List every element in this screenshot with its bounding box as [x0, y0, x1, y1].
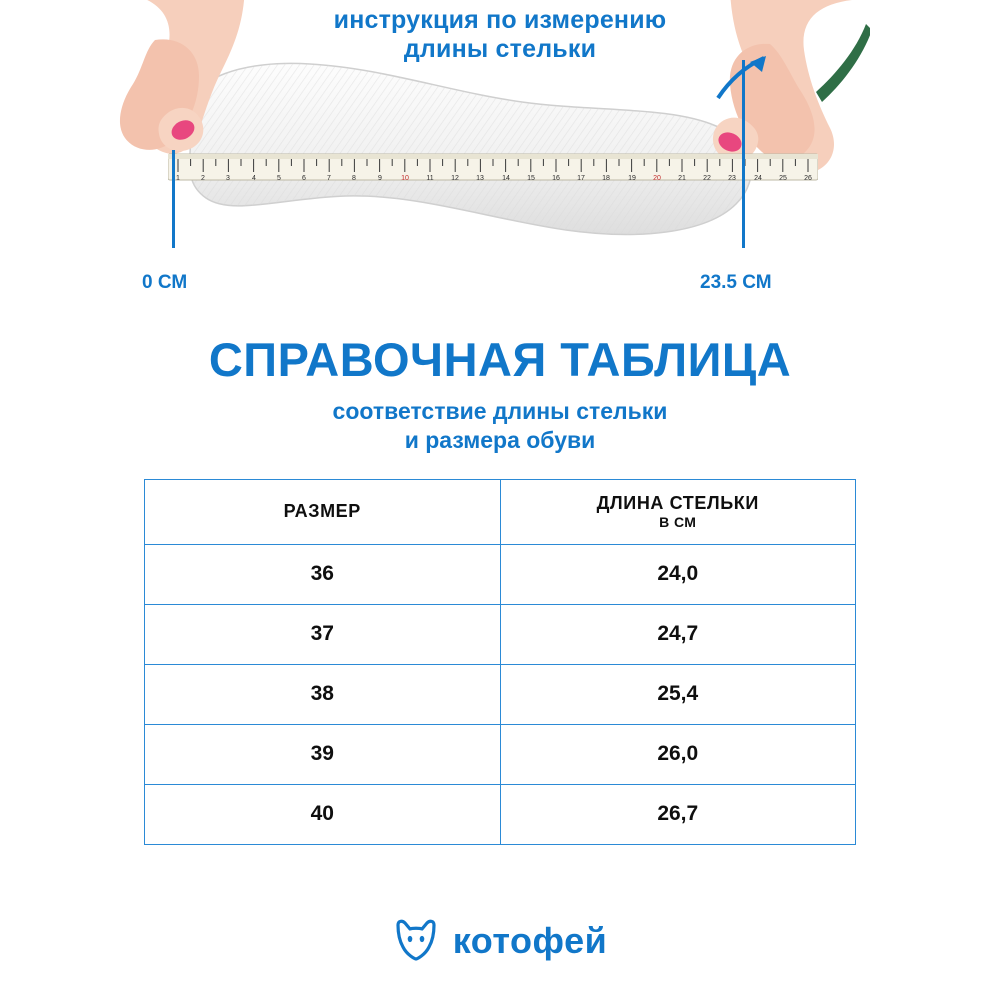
page-subtitle: [0, 397, 1000, 455]
cell-size: 36: [145, 544, 501, 604]
page-subtitle-line-1: соответствие длины стельки: [332, 398, 668, 424]
svg-text:17: 17: [577, 175, 585, 182]
svg-text:14: 14: [502, 175, 510, 182]
svg-text:25: 25: [779, 175, 787, 182]
svg-text:19: 19: [628, 175, 636, 182]
svg-text:20: 20: [653, 175, 661, 182]
cat-head-icon: [393, 918, 439, 964]
page-title: СПРАВОЧНАЯ ТАБЛИЦА: [208, 333, 792, 386]
table-row: [145, 604, 856, 664]
svg-text:12: 12: [451, 175, 459, 182]
instruction-title-line-1: инструкция по измерению: [333, 6, 667, 34]
svg-text:16: 16: [552, 175, 560, 182]
cell-length: 26,7: [500, 784, 856, 844]
svg-text:10: 10: [401, 175, 409, 182]
cell-size: 40: [145, 784, 501, 844]
column-header-length: [500, 479, 856, 544]
instruction-title: [0, 6, 1000, 64]
svg-text:13: 13: [476, 175, 484, 182]
brand-logo: [0, 918, 1000, 964]
table-header-row: [145, 479, 856, 544]
table-row: [145, 784, 856, 844]
table-row: [145, 664, 856, 724]
cell-size: 37: [145, 604, 501, 664]
page-subtitle-line-2: и размера обуви: [404, 426, 596, 453]
size-table-container: [144, 479, 856, 845]
measure-guide-start: [172, 150, 175, 248]
svg-text:23: 23: [728, 175, 736, 182]
measure-end-label: 23.5 СМ: [700, 272, 772, 293]
svg-text:3: 3: [226, 175, 230, 182]
svg-text:7: 7: [327, 175, 331, 182]
instruction-title-line-2: длины стельки: [403, 34, 597, 63]
svg-text:1: 1: [176, 175, 180, 182]
svg-text:9: 9: [378, 175, 382, 182]
svg-text:26: 26: [804, 175, 812, 182]
column-header-size: РАЗМЕР: [145, 479, 501, 544]
svg-text:8: 8: [352, 175, 356, 182]
column-header-length-text: ДЛИНА СТЕЛЬКИ: [596, 493, 759, 514]
svg-text:18: 18: [602, 175, 610, 182]
svg-text:11: 11: [426, 175, 434, 182]
svg-text:22: 22: [703, 175, 711, 182]
measuring-tape: [168, 150, 818, 184]
svg-text:24: 24: [754, 175, 762, 182]
svg-text:6: 6: [302, 175, 306, 182]
cell-length: 26,0: [500, 724, 856, 784]
cell-length: 24,0: [500, 544, 856, 604]
svg-text:15: 15: [527, 175, 535, 182]
cell-length: 24,7: [500, 604, 856, 664]
cell-size: 38: [145, 664, 501, 724]
measure-start-label: 0 СМ: [142, 272, 188, 293]
svg-text:4: 4: [252, 175, 256, 182]
instruction-illustration: [0, 0, 1000, 310]
column-header-length-unit: В СМ: [659, 513, 697, 530]
svg-text:5: 5: [277, 175, 281, 182]
brand-name: котофей: [452, 920, 608, 961]
cell-length: 25,4: [500, 664, 856, 724]
measure-arrow-icon: [716, 54, 768, 100]
cell-size: 39: [145, 724, 501, 784]
table-row: [145, 724, 856, 784]
size-chart-table: [144, 479, 856, 845]
svg-text:2: 2: [201, 175, 205, 182]
svg-text:21: 21: [678, 175, 686, 182]
table-row: [145, 544, 856, 604]
